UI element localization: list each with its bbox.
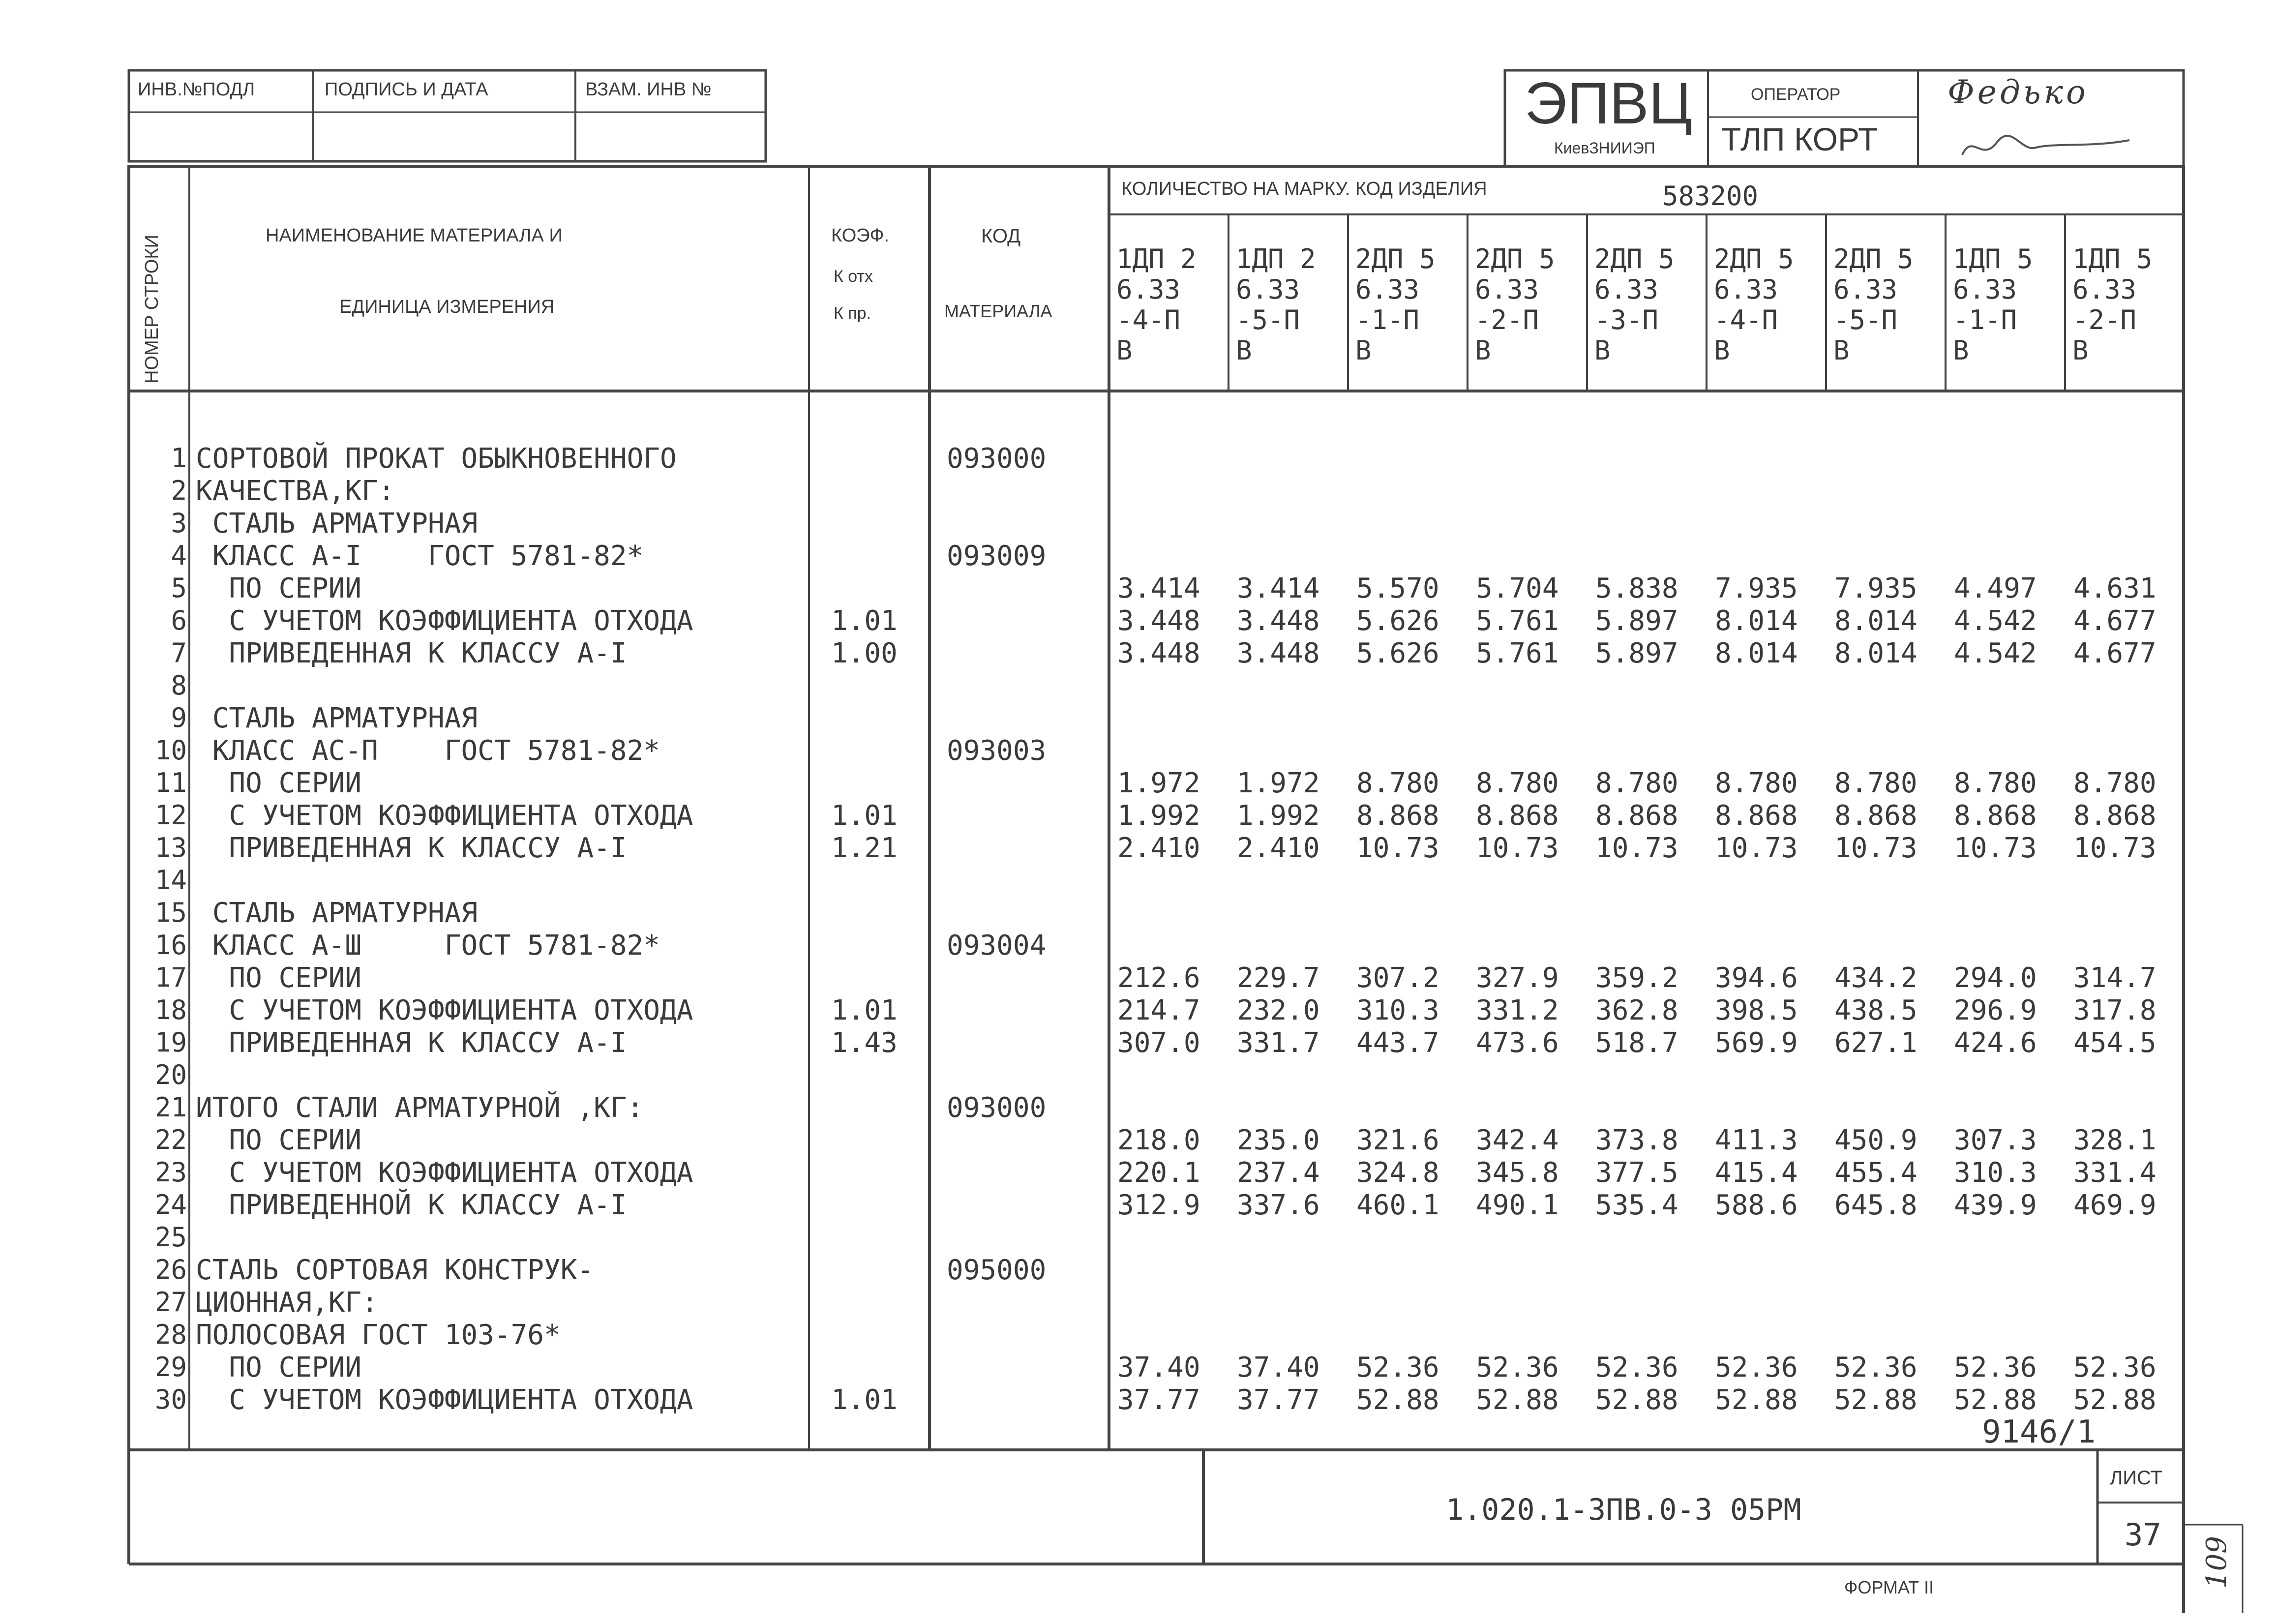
quantity-cell: 3.448 (1237, 605, 1320, 637)
quantity-cell: 8.780 (1476, 767, 1559, 799)
quantity-cell: 307.2 (1356, 962, 1439, 994)
mark-header-line: В (1714, 335, 1730, 366)
coefficient: 1.43 (831, 1027, 898, 1059)
quantity-cell: 434.2 (1834, 962, 1917, 994)
quantity-cell: 312.9 (1117, 1189, 1200, 1221)
row-number: 21 (154, 1092, 187, 1123)
quantity-cell: 438.5 (1834, 994, 1917, 1026)
quantity-cell: 52.88 (1476, 1384, 1559, 1416)
mark-header-line: 1ДП 2 (1116, 243, 1197, 274)
row-number: 17 (154, 962, 187, 993)
quantity-cell: 52.36 (1356, 1352, 1439, 1383)
quantity-cell: 52.36 (1715, 1352, 1798, 1383)
quantity-cell: 4.677 (2073, 637, 2157, 669)
row-number: 7 (171, 637, 187, 668)
quantity-cell: 8.014 (1715, 637, 1798, 669)
material-code: 093000 (947, 1092, 1047, 1124)
material-name: ЦИОННАЯ,КГ: (196, 1287, 378, 1319)
mark-header-line: -2-П (1475, 304, 1539, 335)
material-code: 095000 (947, 1254, 1047, 1286)
quantity-cell: 294.0 (1954, 962, 2037, 994)
material-name: КЛАСС А-I ГОСТ 5781-82* (196, 540, 644, 572)
material-name: С УЧЕТОМ КОЭФФИЦИЕНТА ОТХОДА (196, 800, 693, 832)
row-number: 20 (154, 1059, 187, 1090)
row-number: 22 (154, 1124, 187, 1155)
quantity-cell: 52.88 (1954, 1384, 2037, 1416)
quantity-cell: 310.3 (1954, 1157, 2037, 1189)
mark-header-line: 2ДП 5 (1355, 243, 1436, 274)
row-number: 14 (154, 865, 187, 896)
row-number: 11 (154, 767, 187, 798)
material-code: 093000 (947, 443, 1047, 475)
quantity-cell: 321.6 (1356, 1124, 1439, 1156)
org-short: ЭПВЦ (1525, 70, 1693, 136)
mark-header-line: В (1355, 335, 1372, 366)
material-name: ПО СЕРИИ (196, 962, 362, 994)
quantity-cell: 377.5 (1595, 1157, 1678, 1189)
quantity-cell: 337.6 (1237, 1189, 1320, 1221)
row-number: 29 (154, 1352, 187, 1383)
quantity-cell: 324.8 (1356, 1157, 1439, 1189)
row-number: 19 (154, 1027, 187, 1058)
material-name: СТАЛЬ АРМАТУРНАЯ (196, 508, 478, 540)
quantity-cell: 5.838 (1595, 572, 1678, 604)
row-number: 13 (154, 832, 187, 863)
row-number: 15 (154, 897, 187, 928)
quantity-cell: 5.626 (1356, 605, 1439, 637)
quantity-cell: 7.935 (1834, 572, 1917, 604)
stamp-inv-podl: ИНВ.№ПОДЛ (138, 79, 255, 100)
quantity-cell: 8.868 (1476, 800, 1559, 832)
quantity-cell: 588.6 (1715, 1189, 1798, 1221)
quantity-cell: 3.448 (1117, 637, 1200, 669)
col-name-header-line2: ЕДИНИЦА ИЗМЕРЕНИЯ (339, 297, 555, 317)
quantity-cell: 235.0 (1237, 1124, 1320, 1156)
quantity-cell: 8.780 (1356, 767, 1439, 799)
quantity-cell: 37.40 (1117, 1352, 1200, 1383)
quantity-cell: 4.631 (2073, 572, 2157, 604)
material-name: ПО СЕРИИ (196, 1352, 362, 1383)
material-name: С УЧЕТОМ КОЭФФИЦИЕНТА ОТХОДА (196, 1384, 693, 1416)
quantity-cell: 439.9 (1954, 1189, 2037, 1221)
quantity-cell: 443.7 (1356, 1027, 1439, 1059)
mark-header-line: 2ДП 5 (1475, 243, 1555, 274)
document-code: 1.020.1-3ПВ.0-3 05РМ (1446, 1493, 1801, 1527)
quantity-cell: 314.7 (2073, 962, 2157, 994)
operator-signature-name: Федько (1947, 73, 2089, 111)
quantity-cell: 10.73 (1356, 832, 1439, 864)
material-name: С УЧЕТОМ КОЭФФИЦИЕНТА ОТХОДА (196, 605, 693, 637)
coefficient: 1.01 (831, 605, 898, 637)
mark-header-line: В (1833, 335, 1850, 366)
material-code: 093009 (947, 540, 1047, 572)
quantity-cell: 307.0 (1117, 1027, 1200, 1059)
quantity-cell: 331.7 (1237, 1027, 1320, 1059)
quantity-cell: 331.4 (2073, 1157, 2157, 1189)
quantity-cell: 218.0 (1117, 1124, 1200, 1156)
quantity-cell: 359.2 (1595, 962, 1678, 994)
row-number: 1 (171, 443, 187, 474)
material-name: С УЧЕТОМ КОЭФФИЦИЕНТА ОТХОДА (196, 994, 693, 1026)
row-number: 24 (154, 1189, 187, 1220)
quantity-cell: 3.414 (1117, 572, 1200, 604)
quantity-cell: 415.4 (1715, 1157, 1798, 1189)
quantity-cell: 7.935 (1715, 572, 1798, 604)
material-name: С УЧЕТОМ КОЭФФИЦИЕНТА ОТХОДА (196, 1157, 693, 1189)
coefficient: 1.21 (831, 832, 898, 864)
material-name: ПРИВЕДЕННОЙ К КЛАССУ А-I (196, 1189, 627, 1221)
quantity-cell: 8.780 (1834, 767, 1917, 799)
quantity-cell: 1.992 (1237, 800, 1320, 832)
quantity-cell: 10.73 (1476, 832, 1559, 864)
mark-header-line: 1ДП 2 (1236, 243, 1316, 274)
quantity-cell: 394.6 (1715, 962, 1798, 994)
quantity-cell: 5.570 (1356, 572, 1439, 604)
row-number: 5 (171, 572, 187, 603)
quantity-cell: 3.448 (1237, 637, 1320, 669)
quantity-cell: 296.9 (1954, 994, 2037, 1026)
sheet-number: 37 (2125, 1517, 2161, 1553)
col-code-header-line2: МАТЕРИАЛА (944, 301, 1052, 321)
quantity-cell: 454.5 (2073, 1027, 2157, 1059)
row-number: 6 (171, 605, 187, 636)
quantity-cell: 460.1 (1356, 1189, 1439, 1221)
quantity-cell: 490.1 (1476, 1189, 1559, 1221)
mark-header-line: 6.33 (1833, 274, 1898, 305)
quantity-cell: 473.6 (1476, 1027, 1559, 1059)
quantity-cell: 342.4 (1476, 1124, 1559, 1156)
material-name: СТАЛЬ АРМАТУРНАЯ (196, 702, 478, 734)
material-name: ПРИВЕДЕННАЯ К КЛАССУ А-I (196, 637, 627, 669)
quantity-cell: 8.868 (1954, 800, 2037, 832)
quantity-cell: 10.73 (1834, 832, 1917, 864)
quantity-cell: 5.897 (1595, 605, 1678, 637)
quantity-cell: 37.77 (1117, 1384, 1200, 1416)
material-name: КЛАСС АС-П ГОСТ 5781-82* (196, 735, 660, 767)
quantity-cell: 307.3 (1954, 1124, 2037, 1156)
quantity-cell: 229.7 (1237, 962, 1320, 994)
quantity-cell: 10.73 (2073, 832, 2157, 864)
quantity-cell: 5.761 (1476, 637, 1559, 669)
quantity-cell: 4.542 (1954, 605, 2037, 637)
quantity-cell: 52.88 (1715, 1384, 1798, 1416)
material-name: ИТОГО СТАЛИ АРМАТУРНОЙ ,КГ: (196, 1092, 644, 1124)
quantity-cell: 398.5 (1715, 994, 1798, 1026)
quantity-cell: 8.780 (1954, 767, 2037, 799)
mark-header-line: В (1594, 335, 1611, 366)
dept-name: ТЛП КОРТ (1721, 121, 1878, 157)
material-code: 093004 (947, 930, 1047, 962)
quantity-cell: 8.868 (1595, 800, 1678, 832)
row-number: 3 (171, 508, 187, 539)
quantity-cell: 52.36 (2073, 1352, 2157, 1383)
mark-header-line: 2ДП 5 (1594, 243, 1675, 274)
quantity-cell: 1.992 (1117, 800, 1200, 832)
quantity-cell: 5.761 (1476, 605, 1559, 637)
mark-header-line: В (1475, 335, 1491, 366)
mark-header-line: 6.33 (1475, 274, 1539, 305)
stamp-podpis-data: ПОДПИСЬ И ДАТА (325, 79, 488, 100)
mark-header-line: В (2072, 335, 2089, 366)
quantity-cell: 310.3 (1356, 994, 1439, 1026)
col-name-header-line1: НАИМЕНОВАНИЕ МАТЕРИАЛА И (266, 225, 563, 246)
quantity-cell: 8.014 (1834, 637, 1917, 669)
quantity-cell: 8.868 (1356, 800, 1439, 832)
mark-header-line: 6.33 (1594, 274, 1659, 305)
mark-header-line: -5-П (1236, 304, 1300, 335)
product-code: 583200 (1662, 180, 1759, 211)
coefficient: 1.00 (831, 637, 898, 669)
qty-header-label: КОЛИЧЕСТВО НА МАРКУ. КОД ИЗДЕЛИЯ (1121, 179, 1487, 199)
mark-header-line: 1ДП 5 (1953, 243, 2033, 274)
row-number: 4 (171, 540, 187, 571)
row-number: 2 (171, 475, 187, 506)
mark-header-line: 2ДП 5 (1714, 243, 1794, 274)
mark-header-line: 6.33 (1116, 274, 1181, 305)
row-number: 27 (154, 1287, 187, 1318)
quantity-cell: 10.73 (1715, 832, 1798, 864)
quantity-cell: 1.972 (1237, 767, 1320, 799)
material-name: КАЧЕСТВА,КГ: (196, 475, 395, 507)
quantity-cell: 52.36 (1476, 1352, 1559, 1383)
quantity-cell: 52.88 (2073, 1384, 2157, 1416)
quantity-cell: 8.868 (1834, 800, 1917, 832)
row-number: 8 (171, 670, 187, 701)
quantity-cell: 4.497 (1954, 572, 2037, 604)
quantity-cell: 8.780 (2073, 767, 2157, 799)
row-number: 28 (154, 1319, 187, 1350)
quantity-cell: 1.972 (1117, 767, 1200, 799)
quantity-cell: 8.780 (1715, 767, 1798, 799)
row-number: 12 (154, 800, 187, 831)
quantity-cell: 37.40 (1237, 1352, 1320, 1383)
quantity-cell: 52.88 (1834, 1384, 1917, 1416)
quantity-cell: 450.9 (1834, 1124, 1917, 1156)
row-number: 23 (154, 1157, 187, 1188)
quantity-cell: 237.4 (1237, 1157, 1320, 1189)
quantity-cell: 4.542 (1954, 637, 2037, 669)
mark-header-line: -1-П (1953, 304, 2017, 335)
stamp-vzam-inv: ВЗАМ. ИНВ № (585, 79, 712, 100)
mark-header-line: В (1116, 335, 1133, 366)
mark-header-line: 6.33 (1355, 274, 1420, 305)
material-name: ПРИВЕДЕННАЯ К КЛАССУ А-I (196, 1027, 627, 1059)
format-label: ФОРМАТ II (1844, 1577, 1934, 1597)
operator-label: ОПЕРАТОР (1751, 85, 1841, 104)
material-name: ПОЛОСОВАЯ ГОСТ 103-76* (196, 1319, 561, 1351)
album-number: 9146/1 (1982, 1414, 2096, 1450)
quantity-cell: 220.1 (1117, 1157, 1200, 1189)
quantity-cell: 331.2 (1476, 994, 1559, 1026)
material-name: ПО СЕРИИ (196, 767, 362, 799)
quantity-cell: 8.868 (1715, 800, 1798, 832)
quantity-cell: 411.3 (1715, 1124, 1798, 1156)
row-number: 25 (154, 1222, 187, 1253)
quantity-cell: 317.8 (2073, 994, 2157, 1026)
row-number: 30 (154, 1384, 187, 1415)
material-name: ПРИВЕДЕННАЯ К КЛАССУ А-I (196, 832, 627, 864)
quantity-cell: 518.7 (1595, 1027, 1678, 1059)
mark-header-line: -3-П (1594, 304, 1659, 335)
quantity-cell: 52.88 (1356, 1384, 1439, 1416)
quantity-cell: 3.448 (1117, 605, 1200, 637)
material-name: ПО СЕРИИ (196, 572, 362, 604)
quantity-cell: 5.704 (1476, 572, 1559, 604)
material-name: СТАЛЬ АРМАТУРНАЯ (196, 897, 478, 929)
quantity-cell: 10.73 (1595, 832, 1678, 864)
quantity-cell: 328.1 (2073, 1124, 2157, 1156)
col-code-header-line1: КОД (981, 225, 1021, 247)
quantity-cell: 214.7 (1117, 994, 1200, 1026)
material-code: 093003 (947, 735, 1047, 767)
row-number: 16 (154, 930, 187, 961)
material-name: ПО СЕРИИ (196, 1124, 362, 1156)
mark-header-line: 1ДП 5 (2072, 243, 2153, 274)
quantity-cell: 569.9 (1715, 1027, 1798, 1059)
quantity-cell: 8.868 (2073, 800, 2157, 832)
quantity-cell: 10.73 (1954, 832, 2037, 864)
coefficient: 1.01 (831, 800, 898, 832)
org-name: КиевЗНИИЭП (1554, 139, 1655, 157)
quantity-cell: 469.9 (2073, 1189, 2157, 1221)
quantity-cell: 645.8 (1834, 1189, 1917, 1221)
quantity-cell: 345.8 (1476, 1157, 1559, 1189)
mark-header-line: В (1236, 335, 1252, 366)
mark-header-line: 6.33 (1236, 274, 1300, 305)
quantity-cell: 424.6 (1954, 1027, 2037, 1059)
quantity-cell: 52.88 (1595, 1384, 1678, 1416)
quantity-cell: 5.897 (1595, 637, 1678, 669)
quantity-cell: 232.0 (1237, 994, 1320, 1026)
mark-header-line: -4-П (1116, 304, 1181, 335)
row-number: 10 (154, 735, 187, 766)
row-number: 26 (154, 1254, 187, 1285)
quantity-cell: 4.677 (2073, 605, 2157, 637)
quantity-cell: 52.36 (1954, 1352, 2037, 1383)
coefficient: 1.01 (831, 1384, 898, 1416)
quantity-cell: 37.77 (1237, 1384, 1320, 1416)
mark-header-line: 6.33 (2072, 274, 2137, 305)
quantity-cell: 327.9 (1476, 962, 1559, 994)
mark-header-line: 2ДП 5 (1833, 243, 1914, 274)
col-row-number-header: НОМЕР СТРОКИ (142, 235, 162, 384)
mark-header-line: 6.33 (1714, 274, 1778, 305)
quantity-cell: 52.36 (1595, 1352, 1678, 1383)
sheet-label: ЛИСТ (2110, 1467, 2162, 1489)
quantity-cell: 2.410 (1117, 832, 1200, 864)
quantity-cell: 455.4 (1834, 1157, 1917, 1189)
quantity-cell: 52.36 (1834, 1352, 1917, 1383)
quantity-cell: 535.4 (1595, 1189, 1678, 1221)
quantity-cell: 8.014 (1715, 605, 1798, 637)
quantity-cell: 8.014 (1834, 605, 1917, 637)
row-number: 9 (171, 702, 187, 733)
row-number: 18 (154, 994, 187, 1025)
mark-header-line: -1-П (1355, 304, 1420, 335)
quantity-cell: 362.8 (1595, 994, 1678, 1026)
quantity-cell: 373.8 (1595, 1124, 1678, 1156)
margin-number: 109 (2201, 1536, 2233, 1589)
material-name: СОРТОВОЙ ПРОКАТ ОБЫКНОВЕННОГО (196, 443, 677, 475)
quantity-cell: 5.626 (1356, 637, 1439, 669)
mark-header-line: 6.33 (1953, 274, 2017, 305)
quantity-cell: 627.1 (1834, 1027, 1917, 1059)
col-coef-header-line3: К пр. (834, 304, 871, 323)
mark-header-line: В (1953, 335, 1969, 366)
material-name: КЛАСС А-Ш ГОСТ 5781-82* (196, 930, 660, 962)
quantity-cell: 2.410 (1237, 832, 1320, 864)
mark-header-line: -4-П (1714, 304, 1778, 335)
col-coef-header-line2: К отх (834, 267, 873, 286)
mark-header-line: -2-П (2072, 304, 2137, 335)
quantity-cell: 3.414 (1237, 572, 1320, 604)
material-name: СТАЛЬ СОРТОВАЯ КОНСТРУК- (196, 1254, 594, 1286)
col-coef-header-line1: КОЭФ. (831, 225, 890, 246)
quantity-cell: 8.780 (1595, 767, 1678, 799)
quantity-cell: 212.6 (1117, 962, 1200, 994)
coefficient: 1.01 (831, 994, 898, 1026)
mark-header-line: -5-П (1833, 304, 1898, 335)
